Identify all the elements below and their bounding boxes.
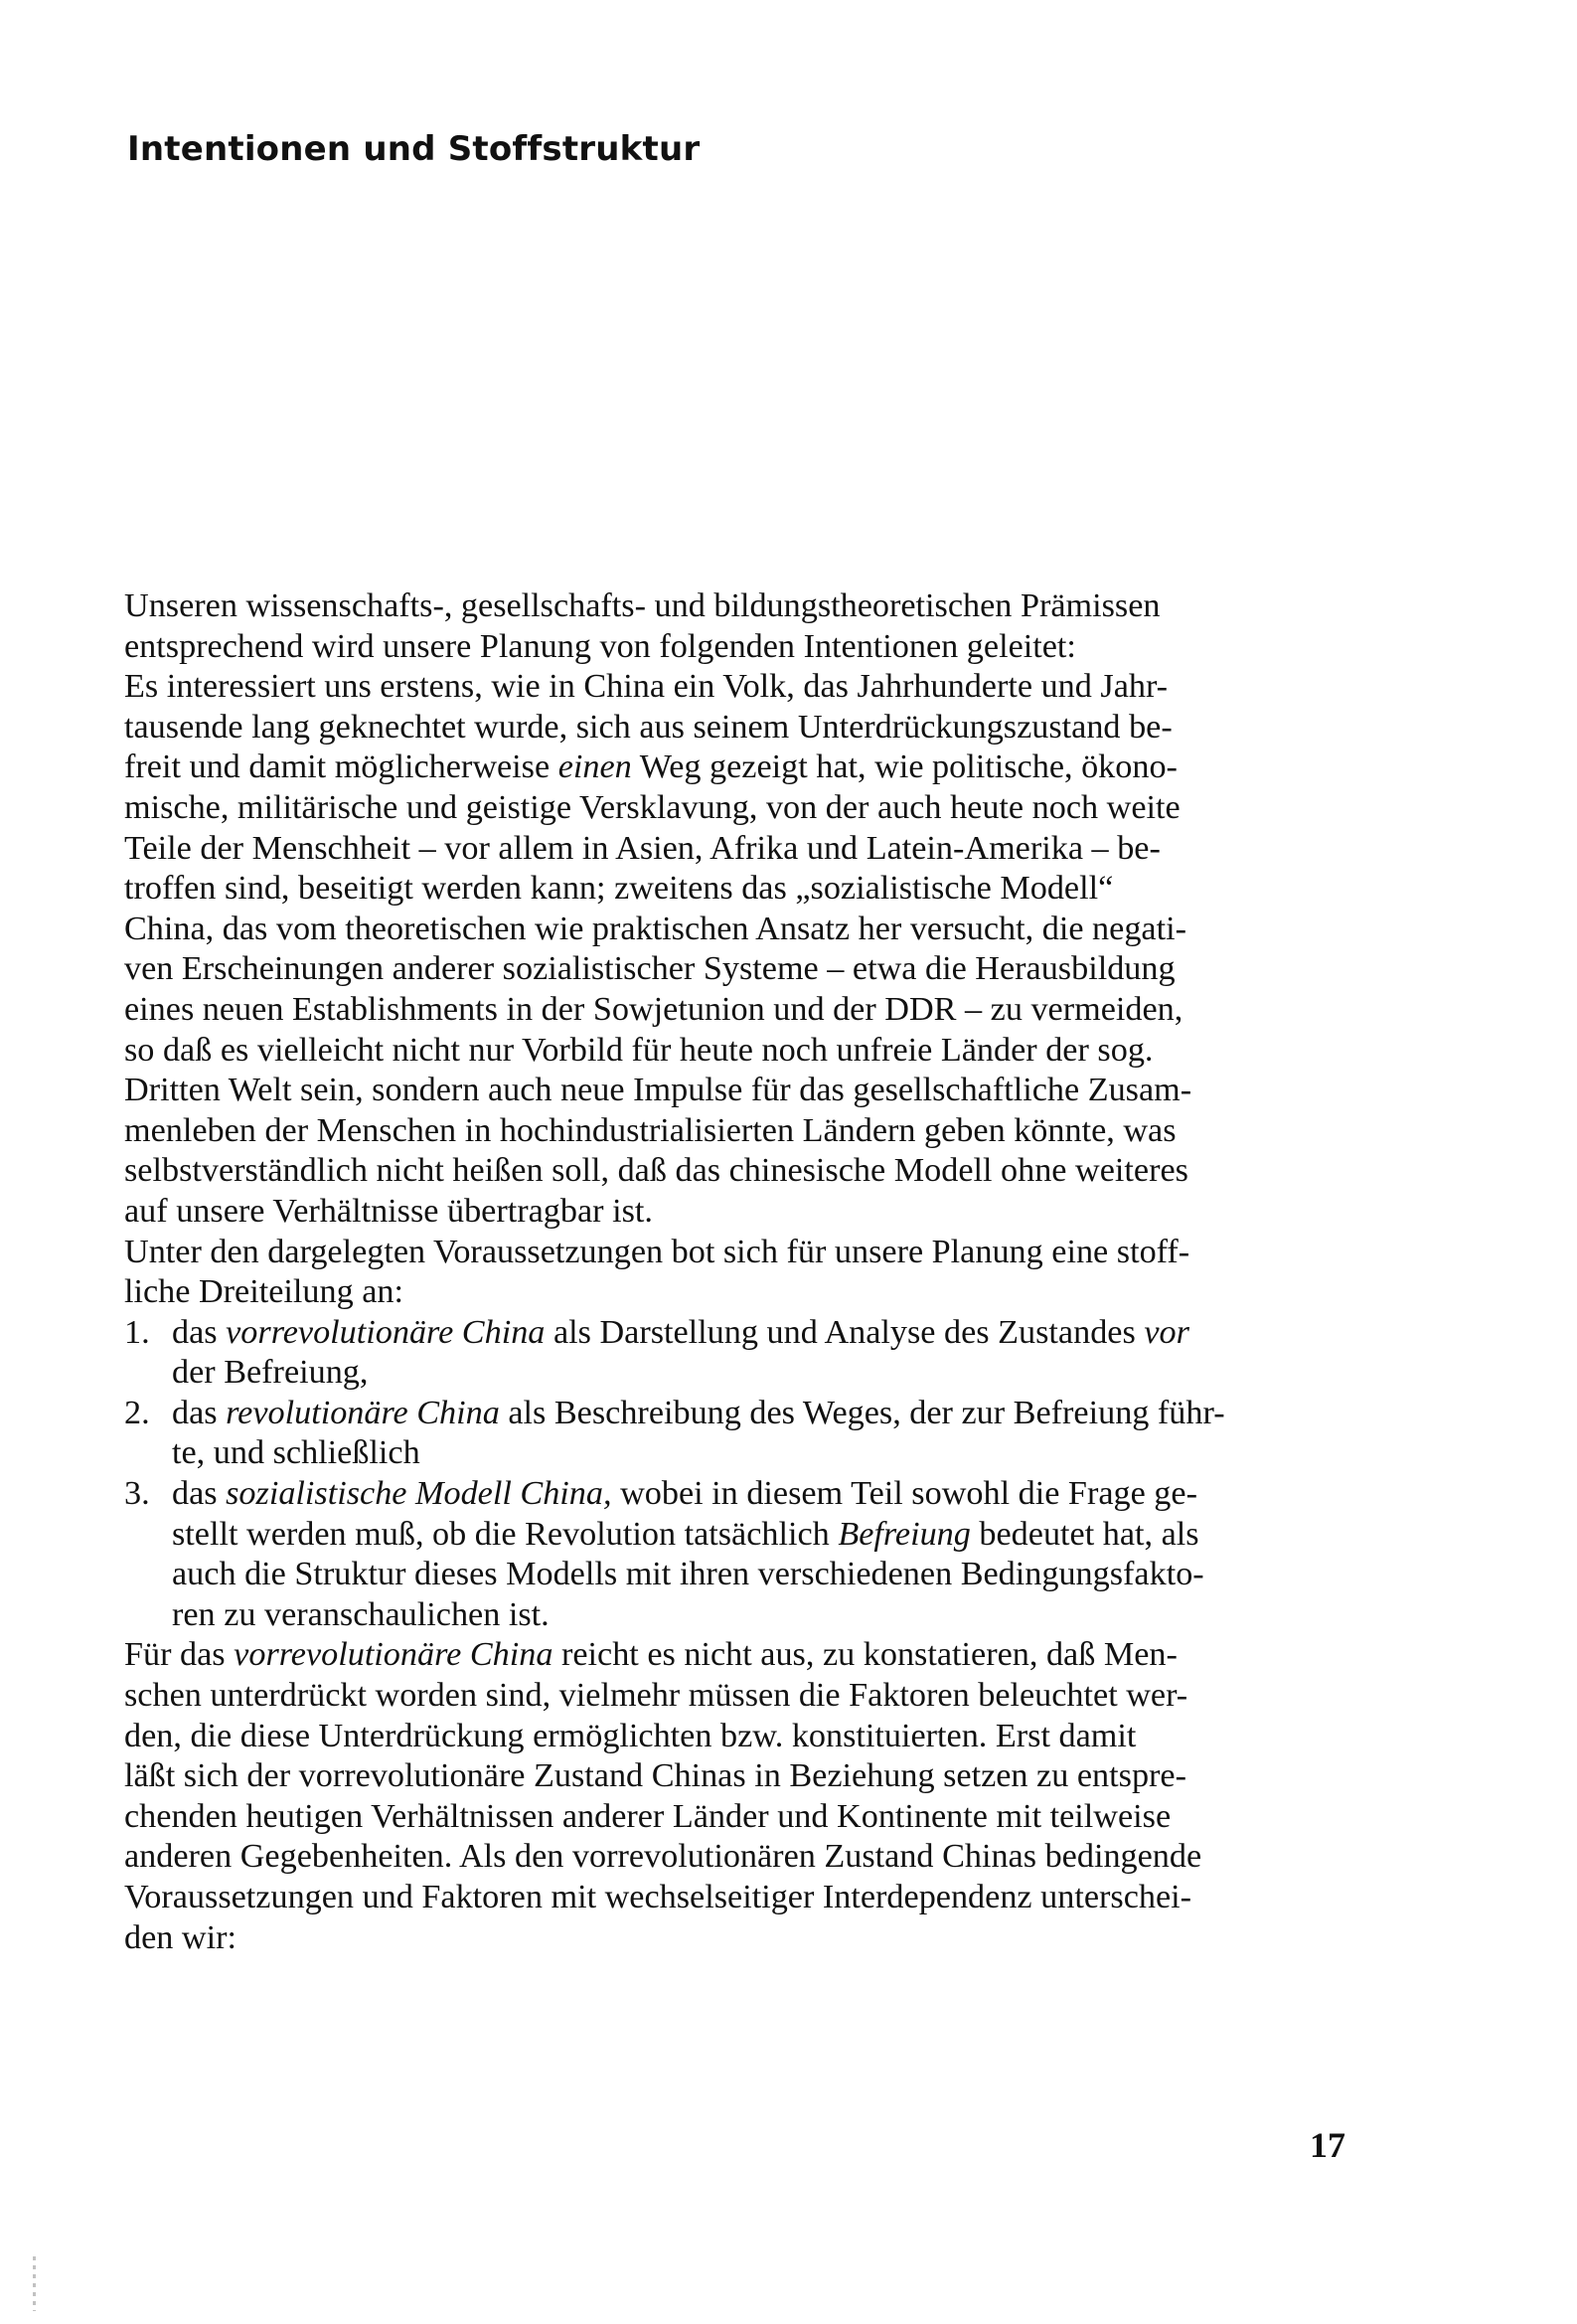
text-run: China, das vom theoretischen wie praktischen Ansatz her versucht, die negati- bbox=[124, 910, 1186, 947]
page-number: 17 bbox=[1310, 2125, 1345, 2165]
text-line bbox=[124, 949, 1456, 990]
body-text bbox=[124, 586, 1456, 1958]
list-item bbox=[124, 1313, 1456, 1354]
text-line bbox=[124, 1717, 1456, 1757]
list-item-continuation bbox=[124, 1353, 1456, 1394]
list-item bbox=[124, 1474, 1456, 1515]
list-number: 1. bbox=[124, 1313, 150, 1351]
text-run: Voraussetzungen und Faktoren mit wechselseitiger Interdependenz unterschei- bbox=[124, 1879, 1192, 1915]
text-line bbox=[124, 990, 1456, 1031]
scan-artifact bbox=[33, 2256, 36, 2311]
text-line bbox=[124, 788, 1456, 829]
text-run: so daß es vielleicht nicht nur Vorbild für heute noch unfreie Länder der sog. bbox=[124, 1031, 1154, 1069]
list-number: 3. bbox=[124, 1475, 150, 1513]
text-run: läßt sich der vorrevolutionäre Zustand Chinas in Beziehung setzen zu entspre- bbox=[124, 1757, 1186, 1795]
text-line bbox=[124, 708, 1456, 748]
text-run: stellt werden muß, ob die Revolution tatsächlich bbox=[172, 1515, 839, 1553]
emphasis-text: sozialistische Modell China, bbox=[226, 1475, 612, 1513]
text-run: freit und damit möglicherweise bbox=[124, 748, 558, 786]
text-run: mische, militärische und geistige Versklavung, von der auch heute noch weite bbox=[124, 788, 1181, 826]
text-run: den, die diese Unterdrückung ermöglichten bzw. konstituierten. Erst damit bbox=[124, 1717, 1137, 1754]
text-line bbox=[124, 1756, 1456, 1797]
text-run: auf unsere Verhältnisse übertragbar ist. bbox=[124, 1192, 653, 1230]
text-line bbox=[124, 910, 1456, 950]
text-run: ven Erscheinungen anderer sozialistischer Systeme – etwa die Herausbildung bbox=[124, 950, 1176, 988]
intro-paragraphs bbox=[124, 586, 1456, 1313]
text-run: der Befreiung, bbox=[172, 1354, 369, 1392]
text-line bbox=[124, 1837, 1456, 1878]
text-run: wobei in diesem Teil sowohl die Frage ge- bbox=[611, 1475, 1197, 1513]
text-run: eines neuen Establishments in der Sowjetunion und der DDR – zu vermeiden, bbox=[124, 990, 1183, 1028]
emphasis-text: revolutionäre China bbox=[226, 1394, 500, 1431]
text-run: schen unterdrückt worden sind, vielmehr müssen die Faktoren beleuchtet wer- bbox=[124, 1677, 1188, 1715]
text-line bbox=[124, 586, 1456, 627]
text-run: ren zu veranschaulichen ist. bbox=[172, 1595, 550, 1633]
list-number: 2. bbox=[124, 1394, 150, 1431]
list-item-continuation bbox=[124, 1595, 1456, 1636]
closing-paragraph bbox=[124, 1635, 1456, 1958]
text-run: Teile der Menschheit – vor allem in Asien, Afrika und Latein-Amerika – be- bbox=[124, 829, 1161, 867]
text-line bbox=[124, 1272, 1456, 1313]
text-run: bedeutet hat, als bbox=[970, 1515, 1199, 1553]
text-run: reicht es nicht aus, zu konstatieren, daß Men- bbox=[552, 1636, 1178, 1674]
emphasis-text: vorrevolutionäre China bbox=[234, 1636, 553, 1674]
text-run: te, und schließlich bbox=[172, 1434, 420, 1472]
list-item-continuation bbox=[124, 1433, 1456, 1474]
text-run: troffen sind, beseitigt werden kann; zweitens das „sozialistische Modell“ bbox=[124, 870, 1114, 908]
text-line bbox=[124, 1878, 1456, 1918]
text-line bbox=[124, 1071, 1456, 1111]
text-run: Unseren wissenschafts-, gesellschafts- und bildungstheoretischen Prämissen bbox=[124, 587, 1161, 624]
text-line bbox=[124, 667, 1456, 708]
text-line bbox=[124, 869, 1456, 910]
text-run: Weg gezeigt hat, wie politische, ökono- bbox=[631, 748, 1178, 786]
text-run: chenden heutigen Verhältnissen anderer Länder und Kontinente mit teilweise bbox=[124, 1797, 1172, 1835]
text-line bbox=[124, 1676, 1456, 1717]
section-heading: Intentionen und Stoffstruktur bbox=[127, 129, 701, 169]
text-run: Es interessiert uns erstens, wie in China ein Volk, das Jahrhunderte und Jahr- bbox=[124, 668, 1169, 706]
text-run: tausende lang geknechtet wurde, sich aus seinem Unterdrückungszustand be- bbox=[124, 708, 1173, 746]
text-run: auch die Struktur dieses Modells mit ihren verschiedenen Bedingungsfakto- bbox=[172, 1556, 1204, 1593]
text-run: als Darstellung und Analyse des Zustandes bbox=[545, 1313, 1145, 1351]
emphasis-text: einen bbox=[557, 748, 632, 786]
text-line bbox=[124, 1151, 1456, 1192]
text-line bbox=[124, 1918, 1456, 1959]
numbered-list bbox=[124, 1313, 1456, 1636]
text-line bbox=[124, 1797, 1456, 1838]
emphasis-text: vorrevolutionäre China bbox=[226, 1313, 546, 1351]
text-line bbox=[124, 627, 1456, 668]
text-run: das bbox=[172, 1475, 227, 1513]
text-line bbox=[124, 1111, 1456, 1152]
text-run: den wir: bbox=[124, 1918, 237, 1956]
text-run: liche Dreiteilung an: bbox=[124, 1273, 403, 1311]
text-run: als Beschreibung des Weges, der zur Befreiung führ- bbox=[499, 1394, 1225, 1431]
emphasis-text: vor bbox=[1144, 1313, 1189, 1351]
text-line bbox=[124, 1031, 1456, 1072]
text-line bbox=[124, 747, 1456, 788]
list-item-continuation bbox=[124, 1515, 1456, 1556]
text-line bbox=[124, 1635, 1456, 1676]
list-item bbox=[124, 1394, 1456, 1434]
text-run: selbstverständlich nicht heißen soll, daß das chinesische Modell ohne weiteres bbox=[124, 1152, 1188, 1190]
text-run: Dritten Welt sein, sondern auch neue Impulse für das gesellschaftliche Zusam- bbox=[124, 1072, 1192, 1109]
text-run: Unter den dargelegten Voraussetzungen bot sich für unsere Planung eine stoff- bbox=[124, 1233, 1190, 1270]
text-run: Für das bbox=[124, 1636, 235, 1674]
text-line bbox=[124, 1192, 1456, 1233]
text-run: menleben der Menschen in hochindustrialisierten Ländern geben könnte, was bbox=[124, 1111, 1177, 1149]
text-run: entsprechend wird unsere Planung von folgenden Intentionen geleitet: bbox=[124, 627, 1076, 665]
text-run: anderen Gegebenheiten. Als den vorrevolutionären Zustand Chinas bedingende bbox=[124, 1838, 1202, 1876]
list-item-continuation bbox=[124, 1555, 1456, 1595]
text-line bbox=[124, 1233, 1456, 1273]
emphasis-text: Befreiung bbox=[838, 1515, 971, 1553]
text-run: das bbox=[172, 1313, 227, 1351]
text-line bbox=[124, 829, 1456, 870]
text-run: das bbox=[172, 1394, 227, 1431]
